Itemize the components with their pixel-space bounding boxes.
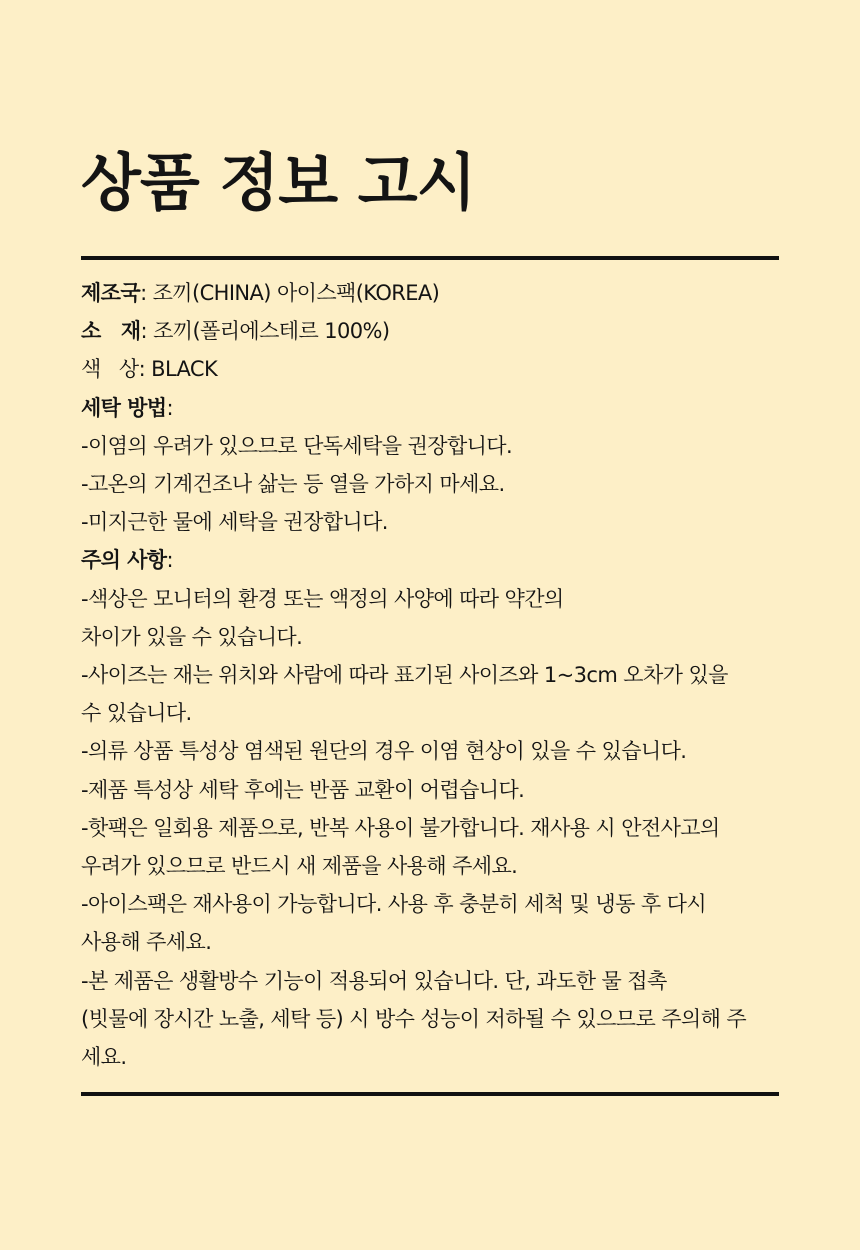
caution-line: -의류 상품 특성상 염색된 원단의 경우 이염 현상이 있을 수 있습니다. (81, 739, 687, 764)
material-label: 소 재 (81, 319, 141, 344)
washing-heading: 세탁 방법 (81, 395, 167, 420)
washing-line: -고온의 기계건조나 삶는 등 열을 가하지 마세요. (81, 472, 505, 497)
caution-line: -사이즈는 재는 위치와 사람에 따라 표기된 사이즈와 1~3cm 오차가 있을 (81, 663, 728, 688)
origin-label: 제조국 (81, 281, 141, 305)
washing-line: -미지근한 물에 세탁을 권장합니다. (81, 510, 388, 535)
caution-line: -핫팩은 일회용 제품으로, 반복 사용이 불가합니다. 재사용 시 안전사고의 (81, 815, 720, 840)
origin-value: : 조끼(CHINA) 아이스팩(KOREA) (140, 281, 440, 305)
material-value: : 조끼(폴리에스테르 100%) (140, 319, 390, 344)
product-info-body (81, 274, 781, 1076)
color-row: 색 상: BLACK (81, 357, 218, 382)
caution-line: -제품 특성상 세탁 후에는 반품 교환이 어렵습니다. (81, 777, 525, 802)
origin-row (81, 274, 781, 312)
caution-heading: 주의 사항 (81, 548, 167, 573)
caution-line: 우려가 있으므로 반드시 새 제품을 사용해 주세요. (81, 854, 518, 879)
washing-heading-colon: : (166, 395, 173, 420)
caution-line: 차이가 있을 수 있습니다. (81, 624, 303, 649)
page-title: 상품 정보 고시 (81, 146, 476, 219)
caution-line: 사용해 주세요. (81, 930, 212, 955)
caution-heading-colon: : (166, 548, 173, 573)
washing-line: -이염의 우려가 있으므로 단독세탁을 권장합니다. (81, 433, 513, 458)
caution-line: 수 있습니다. (81, 701, 192, 726)
caution-line: 세요. (81, 1045, 127, 1070)
caution-heading-row (81, 541, 781, 579)
material-row (81, 312, 781, 350)
bottom-divider (81, 1092, 779, 1096)
washing-heading-row (81, 389, 781, 427)
caution-line: -아이스팩은 재사용이 가능합니다. 사용 후 충분히 세척 및 냉동 후 다시 (81, 892, 707, 917)
caution-line: -본 제품은 생활방수 기능이 적용되어 있습니다. 단, 과도한 물 접촉 (81, 968, 667, 993)
caution-line: -색상은 모니터의 환경 또는 액정의 사양에 따라 약간의 (81, 586, 564, 611)
top-divider (81, 256, 779, 260)
caution-line: (빗물에 장시간 노출, 세탁 등) 시 방수 성능이 저하될 수 있으므로 주의해 주 (81, 1006, 747, 1031)
